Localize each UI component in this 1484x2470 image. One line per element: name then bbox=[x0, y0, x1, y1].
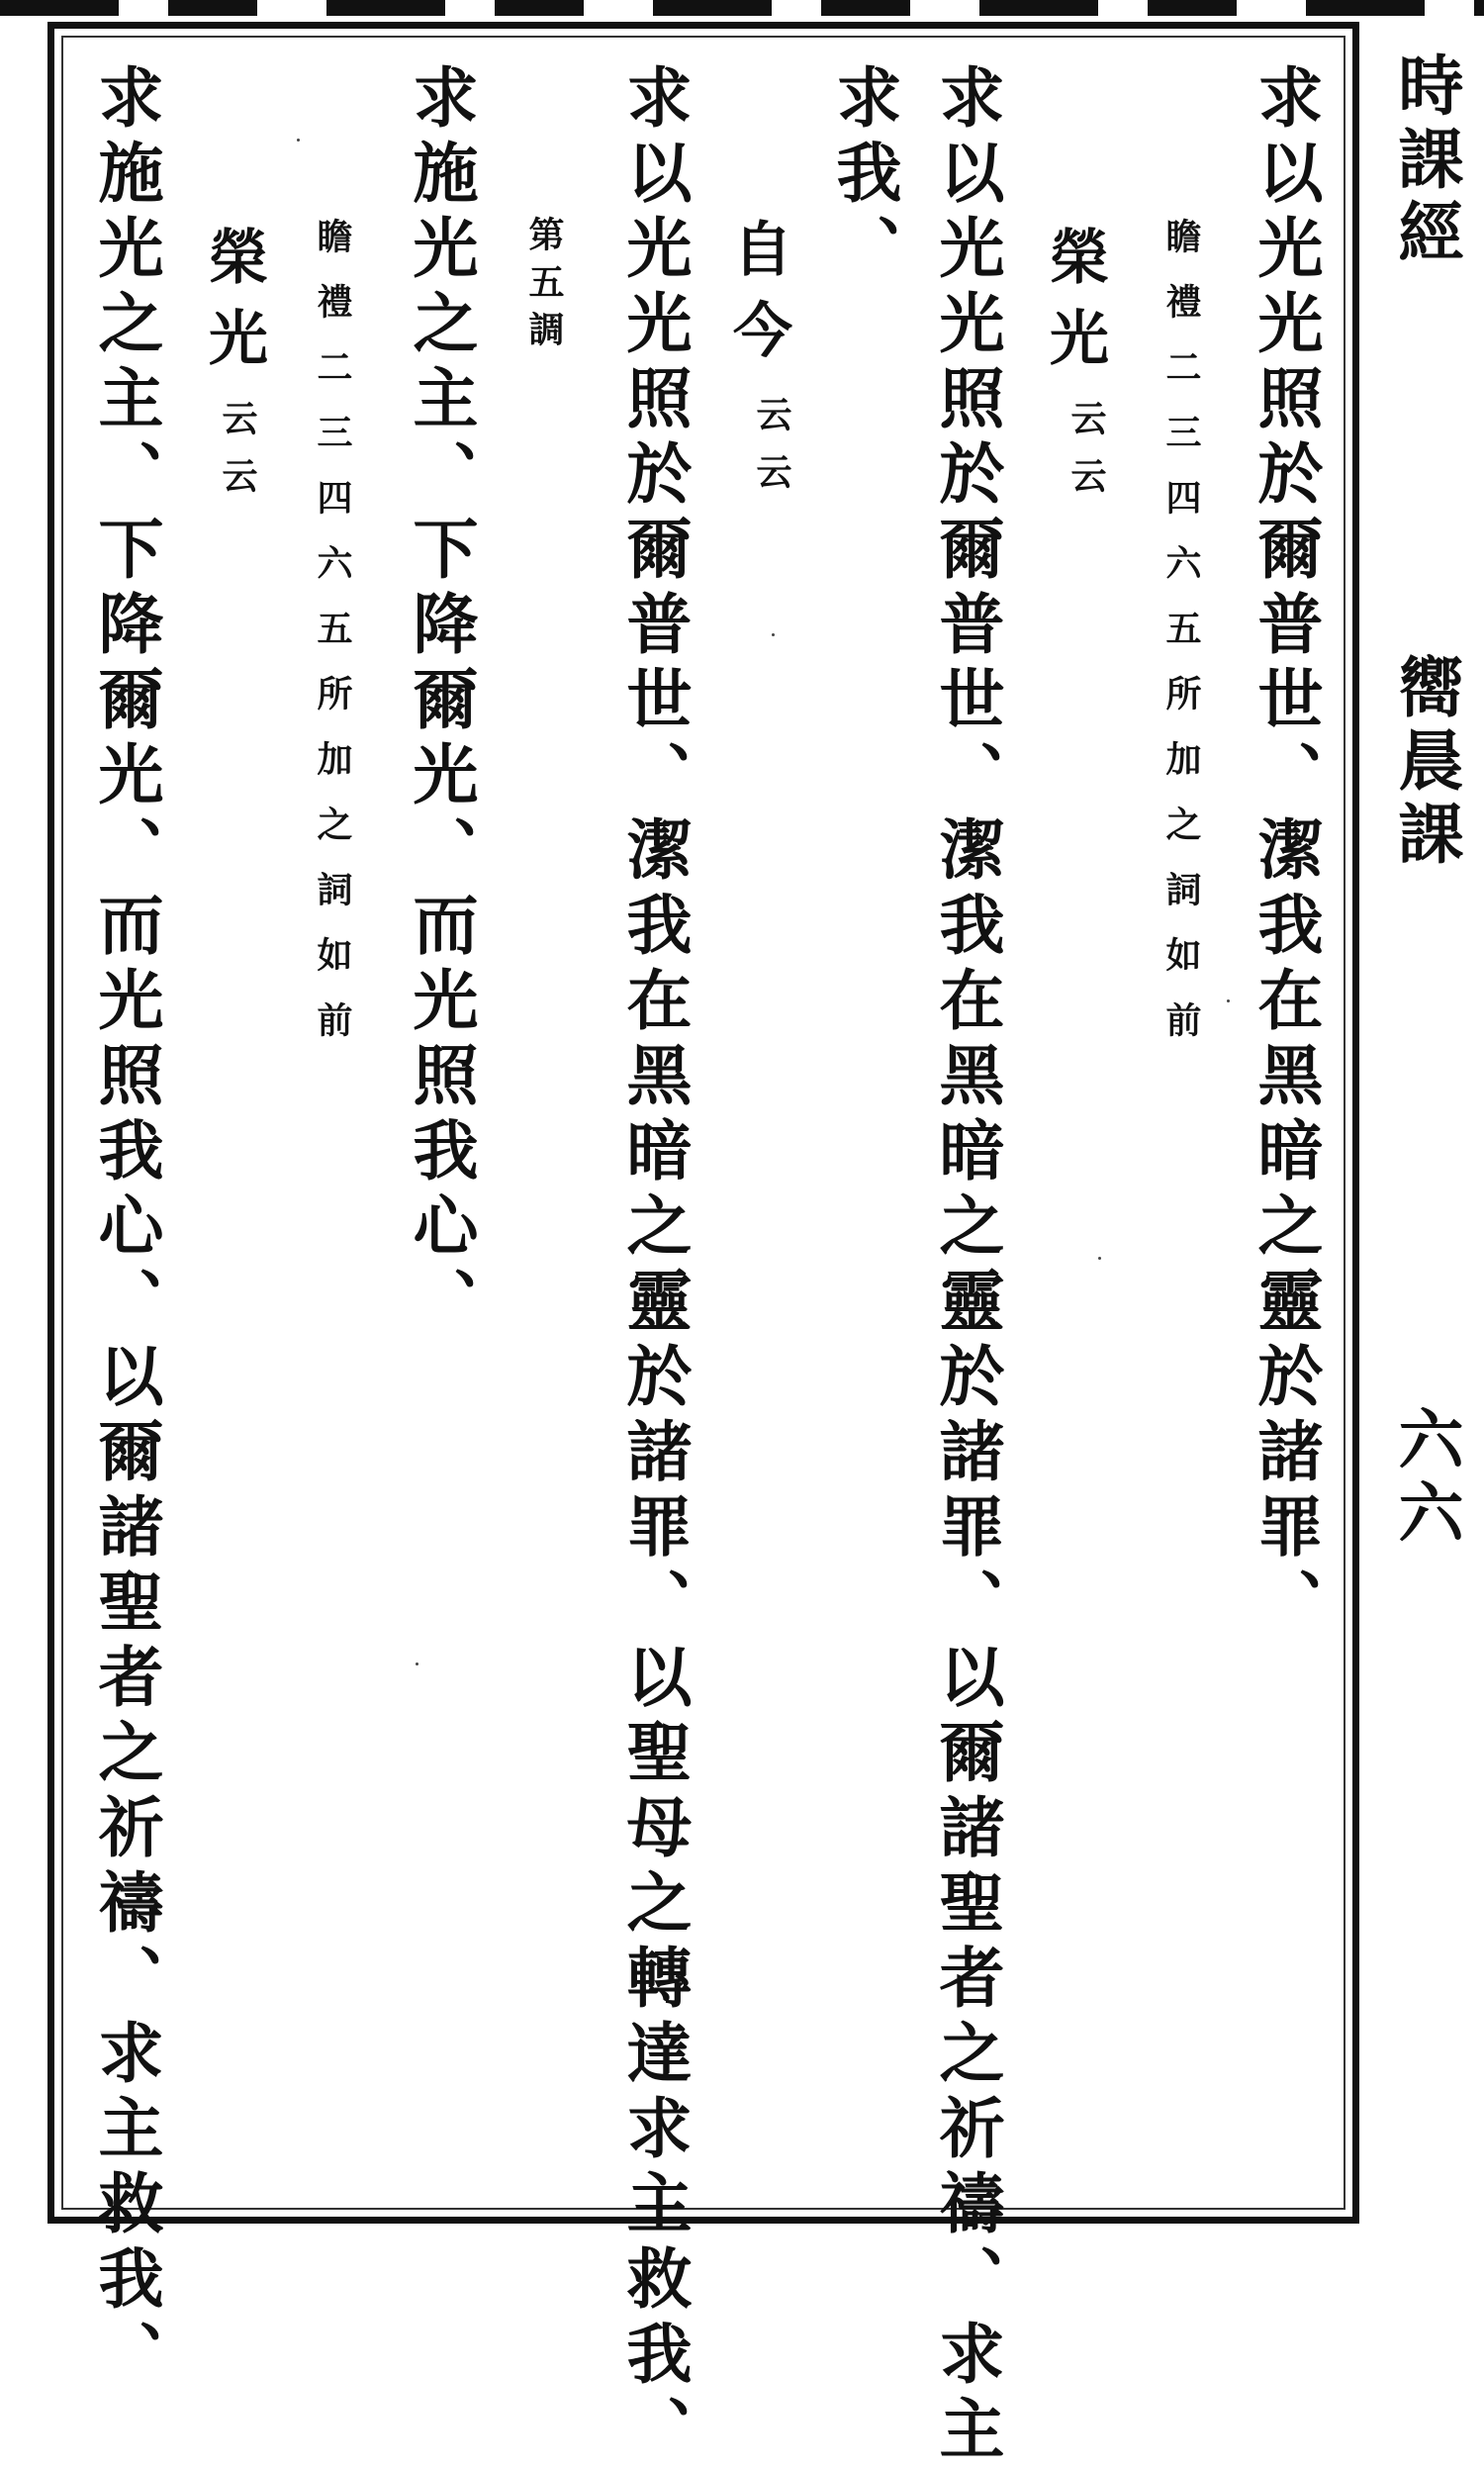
yunyun-1: 云云 bbox=[1066, 400, 1107, 515]
gloria-label-1: 榮光 bbox=[1040, 226, 1109, 388]
text-column-1: 求以光光照於爾普世、潔我在黑暗之靈於諸罪、 bbox=[1247, 63, 1324, 1643]
text-column-2: 求以光光照於爾普世、潔我在黑暗之靈於諸罪、以爾諸聖者之祈禱、求主 bbox=[928, 63, 1005, 2470]
text-column-4: 求施光之主、下降爾光、而光照我心、 bbox=[402, 63, 479, 1342]
tone-heading: 第五調 bbox=[523, 216, 565, 358]
yunyun-3: 云云 bbox=[217, 400, 258, 515]
scan-speck bbox=[416, 1662, 418, 1665]
scan-speck bbox=[1227, 999, 1230, 1002]
note-column-2: 瞻禮二三四六五所加之詞如前 bbox=[312, 218, 353, 1067]
scan-speck bbox=[297, 139, 300, 142]
page-number: 六六 bbox=[1387, 1405, 1464, 1552]
note-column-1: 瞻禮二三四六五所加之詞如前 bbox=[1160, 218, 1202, 1067]
top-edge-scan-artifact bbox=[0, 0, 1484, 16]
gloria-label-2: 榮光 bbox=[199, 226, 268, 388]
book-title: 時課經 bbox=[1387, 51, 1464, 271]
scan-speck bbox=[1098, 1257, 1101, 1260]
text-column-5: 求施光之主、下降爾光、而光照我心、以爾諸聖者之祈禱、求主救我、 bbox=[87, 63, 164, 2395]
yunyun-2: 云云 bbox=[751, 396, 792, 511]
scan-speck bbox=[772, 633, 775, 636]
ziin-label: 自今 bbox=[723, 218, 792, 380]
text-column-2-tail: 求我、 bbox=[825, 63, 902, 289]
text-column-3: 求以光光照於爾普世、潔我在黑暗之靈於諸罪、以聖母之轉達求主救我、 bbox=[615, 63, 693, 2470]
section-title: 嚮晨課 bbox=[1387, 653, 1464, 873]
